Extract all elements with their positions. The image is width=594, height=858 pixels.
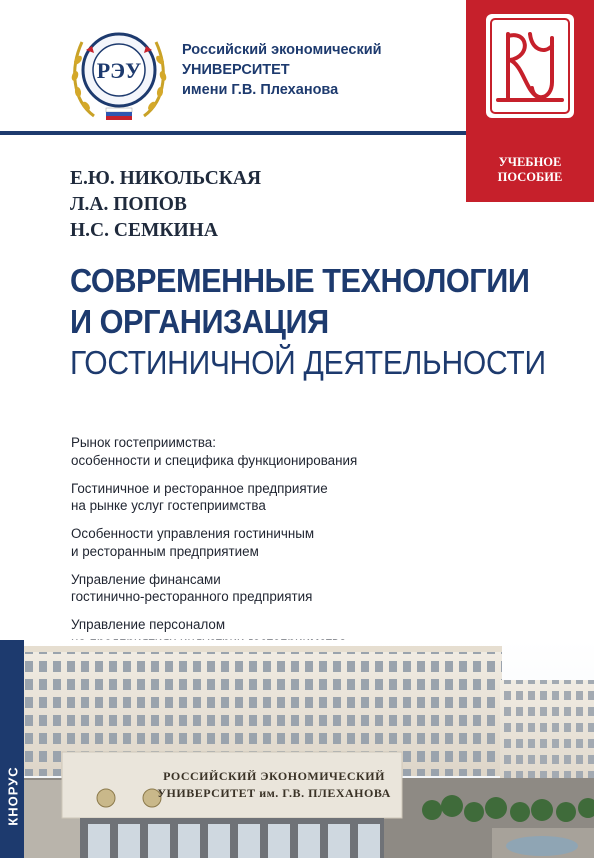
topic-item bbox=[71, 434, 491, 469]
book-title bbox=[70, 260, 580, 383]
topic-line: Гостиничное и ресторанное предприятие bbox=[71, 480, 328, 496]
topic-line: особенности и специфика функционирования bbox=[71, 452, 358, 468]
topics-list bbox=[71, 434, 491, 662]
university-emblem-icon bbox=[66, 20, 172, 124]
topic-line: Особенности управления гостиничным bbox=[71, 526, 315, 541]
topic-item bbox=[71, 480, 491, 515]
building-sign-line-1: РОССИЙСКИЙ ЭКОНОМИЧЕСКИЙ bbox=[163, 769, 385, 783]
series-line-2: ПОСОБИЕ bbox=[497, 170, 563, 184]
topic-line: на рынке услуг гостеприимства bbox=[71, 498, 266, 513]
svg-text:РЭУ: РЭУ bbox=[96, 58, 142, 83]
building-sign-line-2: УНИВЕРСИТЕТ им. Г.В. ПЛЕХАНОВА bbox=[157, 786, 391, 800]
university-line-2: УНИВЕРСИТЕТ bbox=[182, 62, 290, 78]
topic-line: Управление персоналом bbox=[71, 617, 226, 632]
series-label bbox=[466, 155, 594, 185]
topic-line: гостинично-ресторанного предприятия bbox=[71, 589, 313, 604]
university-line-1: Российский экономический bbox=[182, 42, 382, 58]
author-2: Л.А. ПОПОВ bbox=[70, 194, 187, 215]
university-building-photo bbox=[22, 640, 594, 858]
authors bbox=[70, 166, 261, 244]
title-line-2: И ОРГАНИЗАЦИЯ bbox=[70, 303, 329, 340]
university-name bbox=[182, 40, 432, 100]
university-line-3: имени Г.В. Плеханова bbox=[182, 82, 339, 98]
reu-monogram-logo bbox=[480, 10, 580, 122]
topic-line: Рынок гостеприимства: bbox=[71, 435, 216, 450]
author-1: Е.Ю. НИКОЛЬСКАЯ bbox=[70, 168, 262, 189]
title-line-3: ГОСТИНИЧНОЙ ДЕЯТЕЛЬНОСТИ bbox=[70, 344, 546, 381]
topic-item bbox=[71, 525, 491, 560]
topic-line: Управление финансами bbox=[71, 571, 221, 587]
title-line-1: СОВРЕМЕННЫЕ ТЕХНОЛОГИИ bbox=[70, 262, 530, 299]
topic-line: и ресторанным предприятием bbox=[71, 543, 259, 559]
series-line-1: УЧЕБНОЕ bbox=[498, 155, 562, 169]
building-sign bbox=[146, 768, 402, 802]
author-3: Н.С. СЕМКИНА bbox=[70, 220, 218, 241]
topic-item bbox=[71, 571, 491, 606]
publisher-name: КНОРУС bbox=[5, 766, 21, 826]
